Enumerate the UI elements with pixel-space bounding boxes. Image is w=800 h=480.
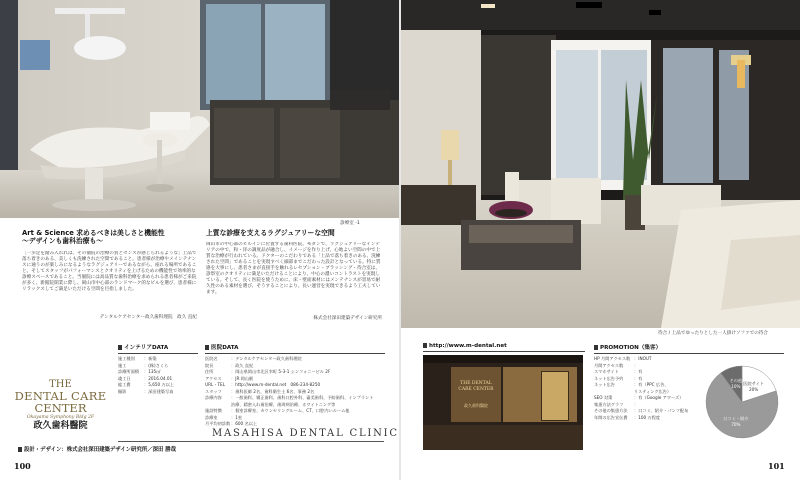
article-column-b xyxy=(206,229,382,322)
data-row-separator: ： xyxy=(231,382,236,387)
data-row-separator: ： xyxy=(634,375,639,381)
data-row-value: 深田建築写真 xyxy=(148,388,174,394)
data-row-label: 診療所面積 xyxy=(118,369,139,374)
website-hero xyxy=(451,367,501,422)
treatment-room-illustration xyxy=(0,0,399,218)
pie-slice-label: その他 xyxy=(729,378,743,384)
data-row-separator: ： xyxy=(231,414,236,420)
clinic-data-table xyxy=(205,356,385,428)
data-row-value: 1室 xyxy=(235,414,243,420)
data-row-separator: ： xyxy=(144,375,149,381)
data-row-value: 治療、精密入れ歯治療、歯周病治療、ホワイトニング等 xyxy=(231,401,336,407)
data-row-separator: ： xyxy=(231,356,236,361)
article-body-a: ［一歩足を踏み入れれば、その個院の治療の質とセンスが感じられるような」上品で落ち着きのある、美しくも洗練された空間であること。患者様が治療やメインテナンスに通うのが楽しみになるようなラグジュアリーであるながら、座れる場所であること。そしてスタッフがパフォーマンスとクオリティを上げるための機能性で効率的な診療スペースであること。当個院には高品質な歯科治療を求められる患者様がご来院が多く、新館院開業に際し、岡山市中心部のランドマーク的なビルを選び、患者様にリラックスしてご満足いただける空間を目指しました。 xyxy=(22,251,197,292)
data-row-label: HP 月間アクセス数 xyxy=(594,356,631,361)
interior-data-table xyxy=(118,356,198,395)
data-row-label: その他の集患方法 xyxy=(594,408,628,413)
article-signature-a: デンタルケアセンター政久歯科理院 政久 直紀 xyxy=(99,315,197,320)
website-header xyxy=(423,355,583,363)
section-rule xyxy=(594,353,784,354)
designer-credit-text: 設計・デザイン：株式会社深田建築デザイン研究所／深田 勝哉 xyxy=(24,447,177,453)
pie-slice-label: 口コミ・紹介 xyxy=(723,415,749,421)
data-row-separator: ： xyxy=(231,369,236,374)
treatment-room-caption: 診療室 -1 xyxy=(340,221,360,226)
data-row-value: 2016.04.01 xyxy=(148,375,173,381)
data-row-value: 100 万程度 xyxy=(638,414,661,420)
data-row-label: 診療内容 xyxy=(205,395,222,400)
website-hero-logo: THE DENTAL CARE CENTER xyxy=(458,381,494,392)
data-row-label: URL・TEL xyxy=(205,382,226,387)
data-row-label: 総工費 xyxy=(118,382,131,387)
data-row-value: http://www.m-dental.net 086-234-8250 xyxy=(235,382,321,387)
logo-subtitle: Okayama Symphony Bldg 2F xyxy=(26,415,95,420)
banner-rule xyxy=(118,441,384,442)
page-number-left: 100 xyxy=(14,461,31,471)
website-screenshot xyxy=(423,355,583,450)
data-row-label: 施工種別 xyxy=(118,356,135,361)
data-row xyxy=(594,415,694,422)
data-row-separator: ： xyxy=(144,369,149,374)
section-marker xyxy=(18,447,22,452)
data-row-separator: ： xyxy=(634,401,639,407)
data-row-value: 口コミ、紹介・パンフ配布 xyxy=(638,408,689,413)
data-row-label: 医院名 xyxy=(205,356,218,361)
clinic-logo xyxy=(8,380,113,432)
data-row-label: 月平均初診数 xyxy=(205,421,231,426)
interior-data-heading: インテリアDATA xyxy=(124,345,169,351)
website-section xyxy=(423,343,585,450)
pie-slice-label: 医院サイト xyxy=(743,380,764,386)
promotion-data-table xyxy=(594,356,694,421)
data-row-label: 住所 xyxy=(205,369,214,374)
data-row-value: 有（PPC 広告、 xyxy=(638,382,669,387)
logo-dental-care: DENTAL CARE xyxy=(14,389,107,403)
section-marker xyxy=(594,345,598,350)
data-row-label: スタッフ xyxy=(205,388,222,394)
article-heading-a: Art & Science 求めるべきは美しさと機能性 xyxy=(22,229,165,237)
data-row-label: アクセス xyxy=(205,375,222,381)
interior-data-section xyxy=(118,343,198,395)
website-footer xyxy=(423,425,583,450)
data-row-separator: ： xyxy=(144,356,149,361)
data-row-label: 竣工日 xyxy=(118,375,131,381)
data-row-value: 有 xyxy=(638,375,643,381)
section-rule xyxy=(205,353,385,354)
pie-slice-value: 20% xyxy=(748,386,759,392)
data-row-value: 有（Google アワーズ） xyxy=(638,395,684,400)
dental-chair-photo xyxy=(0,0,399,218)
data-row-value: INOUT xyxy=(638,356,652,361)
clinic-data-heading: 医院DATA xyxy=(211,345,239,351)
data-row-label: ネット広告予約 xyxy=(594,375,624,381)
data-row-separator: ： xyxy=(144,362,149,368)
data-row-value: 個室診療室、カウンセリングルーム、CT、口腔内いルーム他 xyxy=(235,408,350,413)
promotion-pie-chart xyxy=(702,362,782,442)
data-row-separator: ： xyxy=(231,408,236,413)
data-row-label: 年間の広告宣伝費 xyxy=(594,414,628,420)
data-row-separator: ： xyxy=(231,375,236,381)
data-row-label: 診療室 xyxy=(205,414,218,420)
logo-japanese: 政久歯科醫院 xyxy=(33,421,88,431)
pie-slice-value: 10% xyxy=(731,384,741,390)
waiting-room-photo xyxy=(401,0,800,328)
data-row-separator: ： xyxy=(231,421,236,426)
page-number-right: 101 xyxy=(768,461,785,471)
article-body-b: 岡山市の中心部のビルインに位置する歯科医院。モダンで、ラグジュアリーなインテリアの中で、和・洋の調度品が融合し、イメージを作り上げ。心地よい空間の中で上質な治療が行われている。ドクターのこだわりである「上品で落ち着きのある、洗練された空間」であることを実現すべく細部までこだわった設計となっている。特に質感を大事にし、患者さまが直接手を触れるレセプション・ブラッシング・待合室は、診察室のクオリティに満足いただけることにより、中心の濃いコントラストを実現している。そして、長く医院を使うために、床・壁面素材にはメンテナンスが容易で耐久性のある素材を選び、そうすることにより、長い運営を実現できるよう工夫しています。 xyxy=(206,242,381,295)
data-row-separator: ： xyxy=(231,362,236,368)
logo-center: CENTER xyxy=(34,401,87,415)
data-row-label: 施工 xyxy=(118,362,127,368)
data-row-value: デンタルケアセンター政久歯科理院 xyxy=(235,356,302,361)
article-signature-b: 株式会社深田建築デザイン研究所 xyxy=(313,316,382,321)
data-row-label: スマホサイト xyxy=(594,369,619,374)
data-row-separator: ： xyxy=(634,362,639,368)
section-marker xyxy=(118,345,122,350)
data-row-separator: ： xyxy=(634,395,639,400)
data-row-value: 5,650 万以上 xyxy=(148,382,175,387)
data-row-separator: ： xyxy=(634,356,639,361)
data-row-value: 政久 直紀 xyxy=(235,362,254,368)
data-row-label: ネット広告 xyxy=(594,382,615,387)
data-row-label: 院長 xyxy=(205,362,214,368)
data-row-label: 集患方法グラフ xyxy=(594,401,624,407)
data-row xyxy=(205,421,385,428)
data-row-separator: ： xyxy=(144,382,149,387)
section-rule xyxy=(118,353,198,354)
data-row-separator: ： xyxy=(634,408,639,413)
data-row-separator: ： xyxy=(231,395,236,400)
data-row-label: 撮影 xyxy=(118,388,127,394)
waiting-room-caption: 待合 / 上品でゆったりとした一人掛けソファでの待合 xyxy=(658,331,768,336)
article-subheading-a: 〜デザインも歯科治療も〜 xyxy=(22,237,104,245)
clinic-data-section xyxy=(205,343,385,428)
website-url[interactable]: http://www.m-dental.net xyxy=(429,343,507,349)
data-row-value: 一般歯科、矯正歯科、歯科口腔外科、審美歯科、予防歯科、インプラント xyxy=(235,395,374,400)
data-row-separator: ： xyxy=(144,388,149,394)
promotion-heading: PROMOTION（集客） xyxy=(600,345,662,351)
waiting-room-illustration xyxy=(401,0,800,328)
data-row-value: 135㎡ xyxy=(148,369,161,374)
data-row-value: リスティング広告） xyxy=(634,388,672,394)
article-heading-b: 上質な診療を支えるラグジュアリーな空間 xyxy=(206,229,335,237)
section-marker xyxy=(205,345,209,350)
website-mobile xyxy=(541,371,569,421)
data-row-value: 有 xyxy=(638,369,643,374)
data-row-value: 600 名以上 xyxy=(235,421,258,426)
data-row-separator: ： xyxy=(231,388,236,394)
article-column-a xyxy=(22,229,197,321)
logo-the: THE xyxy=(49,379,72,390)
pie-slice-value: 70% xyxy=(731,421,741,427)
designer-credit xyxy=(18,445,176,453)
data-row-label: 施設特徴 xyxy=(205,408,222,413)
clinic-name-banner: MASAHISA DENTAL CLINIC xyxy=(212,428,399,439)
data-row-value: 歯科医師 2名、歯科衛生士 6名、事務 2名 xyxy=(235,388,315,394)
data-row-separator: ： xyxy=(634,382,639,387)
data-row xyxy=(118,389,198,396)
data-row-label: 月間アクセス数 xyxy=(594,362,624,368)
website-hero-sub: 政久歯科醫院 xyxy=(464,403,488,408)
data-row-label: SEO 対策 xyxy=(594,395,613,400)
data-row-separator: ： xyxy=(634,414,639,420)
data-row-separator: ： xyxy=(634,369,639,374)
section-rule xyxy=(423,351,585,352)
data-row-value: JR 岡山駅 xyxy=(235,375,254,381)
data-row-value: 岡山県岡山市北区幸町 5-3-1 シンフォニービル 2F xyxy=(235,369,331,374)
section-marker xyxy=(423,343,427,348)
data-row-value: (株)さくら xyxy=(148,362,169,368)
data-row-value: 新築 xyxy=(148,356,157,361)
